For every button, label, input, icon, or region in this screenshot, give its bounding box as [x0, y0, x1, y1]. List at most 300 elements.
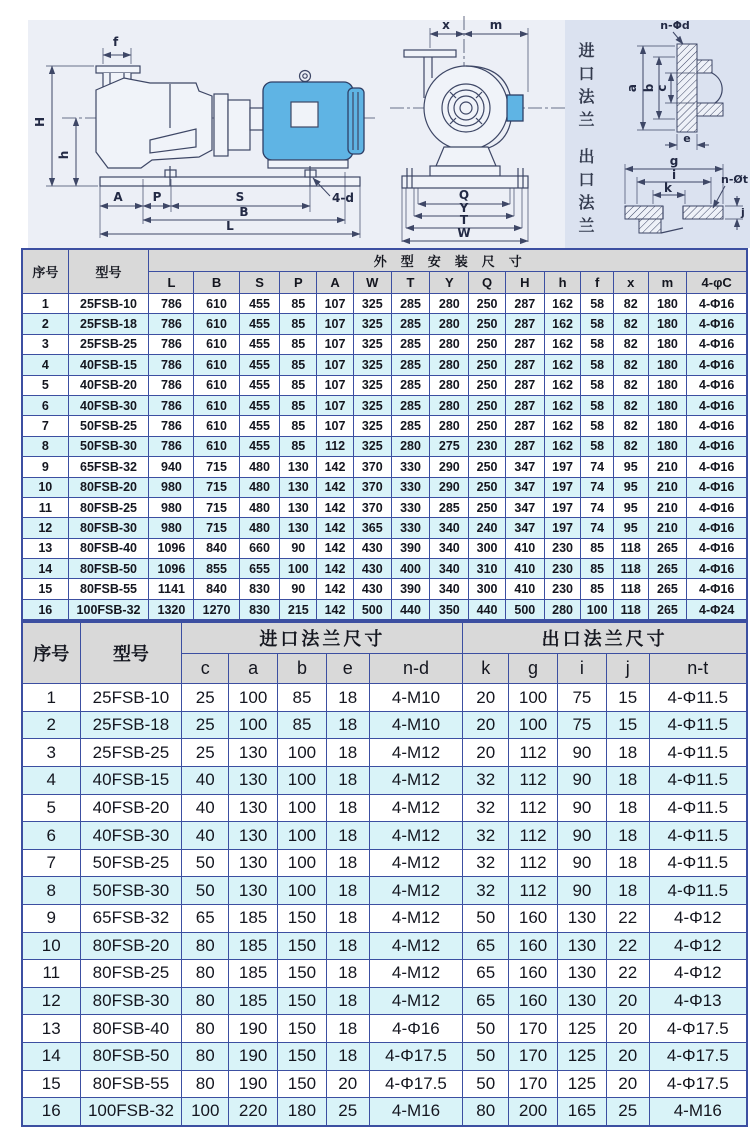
table-cell: 80FSB-40 [80, 1015, 182, 1043]
dim-label-T: T [459, 213, 469, 227]
table-cell: 95 [613, 518, 648, 538]
table-cell: 5 [22, 375, 68, 395]
table-cell: 100 [581, 599, 614, 620]
table-cell: 325 [353, 375, 391, 395]
dim-label-c: c [655, 84, 669, 92]
table-cell: 4-M12 [369, 822, 463, 850]
table-cell: 4-Φ17.5 [649, 1015, 747, 1043]
table-cell: 90 [557, 822, 606, 850]
table-cell: 80 [182, 960, 229, 988]
table-cell: 4-Φ16 [687, 375, 747, 395]
table-cell: 18 [326, 684, 369, 712]
table-cell: 80FSB-30 [80, 987, 182, 1015]
table-cell: 20 [326, 1070, 369, 1098]
table-row [22, 599, 747, 620]
table-cell: 980 [149, 497, 194, 517]
table-cell: 16 [22, 1098, 80, 1126]
table-cell: 410 [505, 538, 544, 558]
table-cell: 210 [648, 477, 687, 497]
table-cell: 1096 [149, 559, 194, 579]
installation-dimensions-table [21, 248, 748, 621]
table-cell: 786 [149, 436, 194, 456]
table-cell: 275 [430, 436, 469, 456]
table-cell: 125 [557, 1015, 606, 1043]
table-cell: 347 [505, 518, 544, 538]
table-cell: 610 [194, 355, 239, 375]
table-cell: 14 [22, 1042, 80, 1070]
table-cell: 610 [194, 436, 239, 456]
table2-model-header: 型号 [80, 622, 182, 684]
table-cell: 285 [391, 314, 430, 334]
table-cell: 786 [149, 314, 194, 334]
table-cell: 4-Φ16 [687, 497, 747, 517]
table-cell: 25FSB-25 [68, 334, 149, 354]
table-cell: 50 [182, 877, 229, 905]
table-cell: 280 [430, 334, 469, 354]
table-cell: 15 [606, 711, 649, 739]
table-cell: 265 [648, 599, 687, 620]
table-cell: 300 [469, 579, 506, 599]
table-row [22, 355, 747, 375]
table-cell: 4-Φ13 [649, 987, 747, 1015]
table2-outlet-group-header: 出口法兰尺寸 [463, 622, 747, 654]
table2-inlet-group-header: 进口法兰尺寸 [182, 622, 463, 654]
table-cell: 347 [505, 457, 544, 477]
table-cell: 58 [581, 355, 614, 375]
table-cell: 150 [278, 1042, 327, 1070]
table-cell: 285 [391, 355, 430, 375]
table-cell: 82 [613, 436, 648, 456]
dim-label-b: b [642, 83, 656, 93]
table-cell: 440 [469, 599, 506, 620]
table-cell: 4-Φ12 [649, 960, 747, 988]
table-cell: 40FSB-30 [68, 395, 149, 415]
table-cell: 610 [194, 375, 239, 395]
table-cell: 160 [509, 960, 558, 988]
table-row [22, 497, 747, 517]
dim-label-S: S [235, 190, 245, 204]
table-cell: 58 [581, 416, 614, 436]
table-cell: 197 [544, 457, 581, 477]
table-cell: 365 [353, 518, 391, 538]
table-cell: 170 [509, 1070, 558, 1098]
table-cell: 20 [606, 1070, 649, 1098]
table-cell: 25FSB-25 [80, 739, 182, 767]
table-cell: 18 [606, 739, 649, 767]
table-cell: 980 [149, 477, 194, 497]
table-cell: 107 [317, 416, 354, 436]
table-cell: 18 [326, 767, 369, 795]
table-cell: 786 [149, 395, 194, 415]
table-row [22, 314, 747, 334]
table-cell: 980 [149, 518, 194, 538]
table-cell: 100 [509, 711, 558, 739]
table-cell: 82 [613, 314, 648, 334]
table-cell: 455 [239, 334, 280, 354]
table-cell: 58 [581, 334, 614, 354]
table-cell: 455 [239, 314, 280, 334]
table-cell: 107 [317, 395, 354, 415]
table-cell: 480 [239, 477, 280, 497]
table-row [22, 960, 747, 988]
column-header: Q [469, 272, 506, 294]
table-cell: 4-M12 [369, 877, 463, 905]
table-cell: 4-Φ11.5 [649, 849, 747, 877]
table-cell: 100 [278, 767, 327, 795]
table-cell: 80FSB-50 [80, 1042, 182, 1070]
table-cell: 250 [469, 334, 506, 354]
table-cell: 330 [391, 477, 430, 497]
table-cell: 340 [430, 559, 469, 579]
table-cell: 786 [149, 294, 194, 314]
table-cell: 10 [22, 477, 68, 497]
table-row [22, 436, 747, 456]
column-header: h [544, 272, 581, 294]
table-cell: 715 [194, 477, 239, 497]
table-cell: 4-M16 [369, 1098, 463, 1126]
table-cell: 840 [194, 579, 239, 599]
table-cell: 100 [182, 1098, 229, 1126]
dim-label-Q: Q [458, 188, 470, 202]
table-row [22, 395, 747, 415]
table-cell: 85 [278, 711, 327, 739]
table-cell: 285 [391, 416, 430, 436]
table-cell: 90 [280, 579, 317, 599]
table-cell: 830 [239, 599, 280, 620]
table-cell: 4-Φ12 [649, 932, 747, 960]
table-cell: 265 [648, 559, 687, 579]
table-cell: 18 [326, 877, 369, 905]
table-cell: 80 [182, 1015, 229, 1043]
table-cell: 118 [613, 579, 648, 599]
table-cell: 285 [391, 334, 430, 354]
column-header: B [194, 272, 239, 294]
table-cell: 786 [149, 375, 194, 395]
table-row [22, 794, 747, 822]
table-cell: 18 [326, 711, 369, 739]
table-cell: 80FSB-50 [68, 559, 149, 579]
table-cell: 4-Φ11.5 [649, 711, 747, 739]
table-row [22, 1070, 747, 1098]
table-cell: 100FSB-32 [80, 1098, 182, 1126]
table-cell: 162 [544, 375, 581, 395]
table-cell: 230 [544, 559, 581, 579]
table-cell: 125 [557, 1042, 606, 1070]
table-cell: 32 [463, 822, 509, 850]
table-cell: 75 [557, 684, 606, 712]
table-cell: 162 [544, 334, 581, 354]
table-cell: 85 [581, 579, 614, 599]
table-cell: 230 [544, 538, 581, 558]
table1-group-header: 外型安装尺寸 [149, 249, 747, 272]
table-cell: 285 [391, 375, 430, 395]
table-row [22, 457, 747, 477]
dim-label-h: h [57, 150, 71, 160]
table-row [22, 849, 747, 877]
table-row [22, 905, 747, 933]
column-header: g [509, 654, 558, 684]
table-cell: 287 [505, 294, 544, 314]
table-row [22, 334, 747, 354]
table-cell: 130 [557, 932, 606, 960]
table-cell: 18 [606, 822, 649, 850]
table-cell: 4-M12 [369, 932, 463, 960]
table-cell: 310 [469, 559, 506, 579]
table-cell: 142 [317, 579, 354, 599]
table-cell: 4-Φ16 [687, 395, 747, 415]
column-header: a [229, 654, 278, 684]
table-cell: 100 [278, 877, 327, 905]
table-cell: 25 [182, 684, 229, 712]
table-cell: 15 [22, 579, 68, 599]
table-cell: 185 [229, 987, 278, 1015]
table-cell: 4-Φ11.5 [649, 877, 747, 905]
table-cell: 95 [613, 477, 648, 497]
table-cell: 107 [317, 314, 354, 334]
table-cell: 80FSB-25 [68, 497, 149, 517]
table-cell: 180 [648, 395, 687, 415]
table-cell: 4-Φ16 [687, 457, 747, 477]
table-cell: 325 [353, 355, 391, 375]
table-cell: 150 [278, 905, 327, 933]
table-cell: 250 [469, 314, 506, 334]
table-cell: 240 [469, 518, 506, 538]
table-cell: 58 [581, 375, 614, 395]
table-cell: 118 [613, 599, 648, 620]
table-cell: 180 [648, 436, 687, 456]
table-cell: 325 [353, 334, 391, 354]
table-cell: 715 [194, 518, 239, 538]
table-cell: 50FSB-25 [68, 416, 149, 436]
table-cell: 162 [544, 314, 581, 334]
table-row [22, 767, 747, 795]
table-cell: 142 [317, 538, 354, 558]
table-cell: 285 [391, 395, 430, 415]
table-cell: 18 [326, 1015, 369, 1043]
dim-label-m: m [489, 18, 503, 32]
table-row [22, 559, 747, 579]
table-cell: 855 [194, 559, 239, 579]
table-cell: 107 [317, 294, 354, 314]
table-row [22, 932, 747, 960]
table1-model-header: 型号 [68, 249, 149, 294]
table-cell: 18 [326, 822, 369, 850]
table-cell: 12 [22, 987, 80, 1015]
column-header: W [353, 272, 391, 294]
column-header: k [463, 654, 509, 684]
table-cell: 32 [463, 767, 509, 795]
table-cell: 80 [182, 932, 229, 960]
column-header: m [648, 272, 687, 294]
table-row [22, 375, 747, 395]
table-cell: 25FSB-10 [80, 684, 182, 712]
table-cell: 185 [229, 905, 278, 933]
table-cell: 90 [557, 767, 606, 795]
table-cell: 20 [463, 684, 509, 712]
table-cell: 265 [648, 538, 687, 558]
table-cell: 1 [22, 294, 68, 314]
table-cell: 130 [557, 905, 606, 933]
table-cell: 4-M12 [369, 794, 463, 822]
table-cell: 50 [463, 1042, 509, 1070]
table-cell: 610 [194, 395, 239, 415]
table-cell: 340 [430, 518, 469, 538]
table-cell: 130 [557, 987, 606, 1015]
table-cell: 12 [22, 518, 68, 538]
table-cell: 715 [194, 457, 239, 477]
table-cell: 4-Φ16 [687, 355, 747, 375]
table-cell: 9 [22, 905, 80, 933]
table-cell: 480 [239, 457, 280, 477]
table-cell: 162 [544, 294, 581, 314]
table-cell: 4-Φ16 [687, 559, 747, 579]
table-cell: 85 [280, 416, 317, 436]
table-cell: 347 [505, 477, 544, 497]
dim-label-j: j [741, 206, 745, 219]
column-header: Y [430, 272, 469, 294]
table-cell: 20 [606, 1042, 649, 1070]
table-cell: 80FSB-20 [80, 932, 182, 960]
table-cell: 4-M12 [369, 905, 463, 933]
table-cell: 80FSB-55 [80, 1070, 182, 1098]
column-header: x [613, 272, 648, 294]
table-cell: 4 [22, 767, 80, 795]
dim-label-nd: n-Φd [660, 20, 690, 32]
table-cell: 162 [544, 416, 581, 436]
table-cell: 4-Φ16 [687, 518, 747, 538]
table-cell: 14 [22, 559, 68, 579]
table-cell: 85 [280, 395, 317, 415]
table-cell: 40FSB-30 [80, 822, 182, 850]
table-cell: 15 [606, 684, 649, 712]
table-cell: 440 [391, 599, 430, 620]
table-cell: 185 [229, 960, 278, 988]
table-row [22, 538, 747, 558]
table-cell: 162 [544, 395, 581, 415]
table-cell: 500 [353, 599, 391, 620]
table-cell: 610 [194, 314, 239, 334]
table-cell: 480 [239, 518, 280, 538]
table-cell: 40 [182, 822, 229, 850]
table-cell: 4-Φ16 [687, 294, 747, 314]
table-cell: 130 [229, 849, 278, 877]
table-cell: 390 [391, 579, 430, 599]
table-cell: 4-Φ16 [687, 436, 747, 456]
table-cell: 4-M12 [369, 960, 463, 988]
table-cell: 142 [317, 599, 354, 620]
table-row [22, 822, 747, 850]
table-cell: 180 [648, 416, 687, 436]
table-cell: 4-Φ16 [687, 538, 747, 558]
table-row [22, 1015, 747, 1043]
table-cell: 150 [278, 987, 327, 1015]
dim-label-g: g [669, 154, 679, 168]
table-cell: 74 [581, 497, 614, 517]
table-cell: 4-M10 [369, 684, 463, 712]
table-cell: 4-Φ16 [687, 314, 747, 334]
table-cell: 85 [280, 375, 317, 395]
table-cell: 220 [229, 1098, 278, 1126]
table-cell: 15 [22, 1070, 80, 1098]
table-cell: 4-M16 [649, 1098, 747, 1126]
table-cell: 325 [353, 395, 391, 415]
table-cell: 4-Φ17.5 [649, 1070, 747, 1098]
table-cell: 25FSB-18 [80, 711, 182, 739]
table-cell: 455 [239, 355, 280, 375]
column-header: b [278, 654, 327, 684]
table-cell: 4-Φ17.5 [369, 1042, 463, 1070]
dim-label-x: x [442, 18, 450, 32]
table-cell: 197 [544, 518, 581, 538]
table-cell: 130 [280, 457, 317, 477]
table-cell: 95 [613, 497, 648, 517]
table-cell: 65 [463, 987, 509, 1015]
column-header: j [606, 654, 649, 684]
table-cell: 290 [430, 477, 469, 497]
table-cell: 40FSB-15 [68, 355, 149, 375]
table-row [22, 1098, 747, 1126]
table-cell: 610 [194, 416, 239, 436]
table-cell: 150 [278, 932, 327, 960]
table-row [22, 684, 747, 712]
table-cell: 85 [278, 684, 327, 712]
table-cell: 22 [606, 905, 649, 933]
table-cell: 287 [505, 334, 544, 354]
table-cell: 40 [182, 794, 229, 822]
table-cell: 1096 [149, 538, 194, 558]
table1-group-header-row [22, 249, 747, 272]
table-cell: 18 [606, 849, 649, 877]
dim-label-a: a [625, 83, 639, 93]
column-header: i [557, 654, 606, 684]
table-cell: 610 [194, 294, 239, 314]
table-cell: 290 [430, 457, 469, 477]
table-cell: 4-M12 [369, 767, 463, 795]
table-cell: 50 [463, 1015, 509, 1043]
table-cell: 210 [648, 457, 687, 477]
table-cell: 22 [606, 960, 649, 988]
table-cell: 250 [469, 416, 506, 436]
table-cell: 325 [353, 436, 391, 456]
table-cell: 330 [391, 457, 430, 477]
table-cell: 280 [430, 395, 469, 415]
table-cell: 18 [326, 987, 369, 1015]
dim-label-A: A [113, 190, 123, 204]
table-cell: 100 [229, 684, 278, 712]
table-cell: 430 [353, 559, 391, 579]
table-cell: 100FSB-32 [68, 599, 149, 620]
table-cell: 280 [430, 375, 469, 395]
table-cell: 4-M10 [369, 711, 463, 739]
table-cell: 162 [544, 436, 581, 456]
table-cell: 18 [606, 877, 649, 905]
table1-index-header: 序号 [22, 249, 68, 294]
column-header: 4-φC [687, 272, 747, 294]
table-cell: 80 [182, 1042, 229, 1070]
table-cell: 65 [463, 932, 509, 960]
table-cell: 50FSB-30 [68, 436, 149, 456]
table-cell: 210 [648, 497, 687, 517]
table-cell: 940 [149, 457, 194, 477]
table-cell: 160 [509, 932, 558, 960]
table-cell: 50 [463, 905, 509, 933]
table-cell: 80FSB-55 [68, 579, 149, 599]
table-cell: 3 [22, 334, 68, 354]
table-cell: 455 [239, 395, 280, 415]
table-cell: 85 [280, 334, 317, 354]
table-cell: 80FSB-40 [68, 538, 149, 558]
table-cell: 18 [326, 960, 369, 988]
